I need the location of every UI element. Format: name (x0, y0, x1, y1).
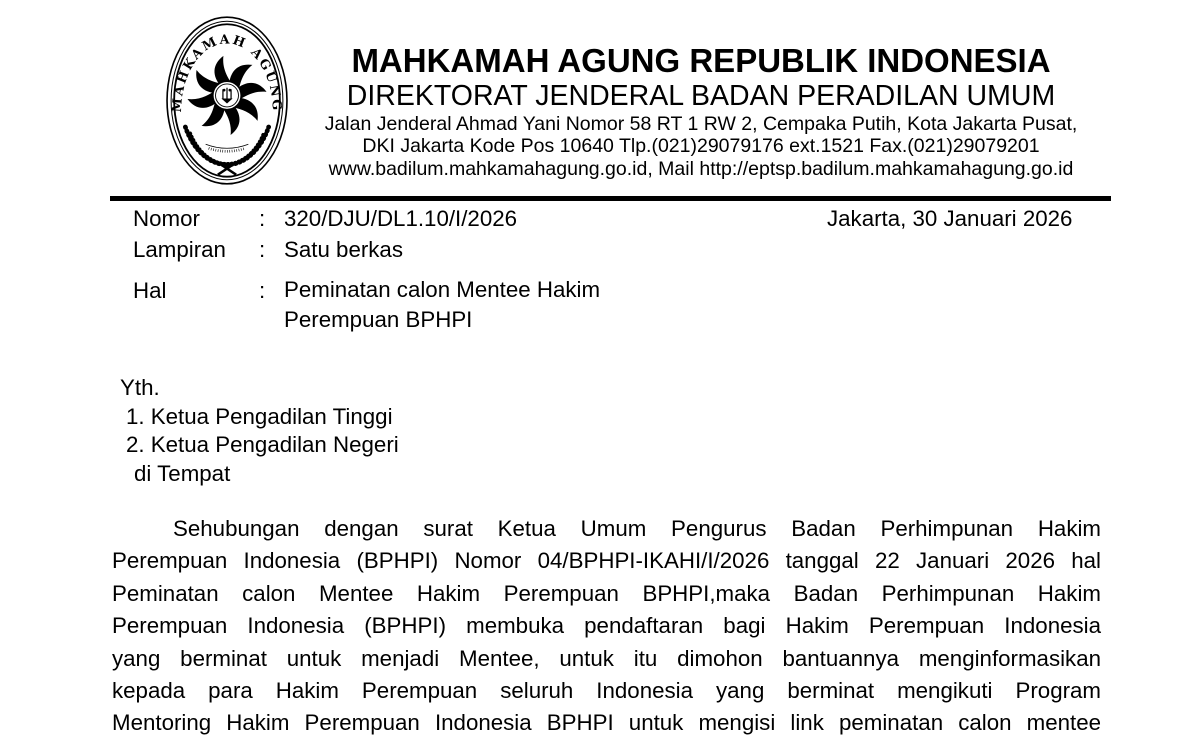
lampiran-label: Lampiran (133, 237, 226, 262)
nomor-colon: : (259, 206, 266, 231)
hal-value-line-1: Peminatan calon Mentee Hakim (284, 277, 601, 302)
address-line-1: Jalan Jenderal Ahmad Yani Nomor 58 RT 1 RW 2, Cempaka Putih, Kota Jakarta Pusat, (324, 113, 1078, 135)
recipient-line-1: 1. Ketua Pengadilan Tinggi (126, 403, 393, 429)
nomor-label: Nomor (133, 206, 200, 231)
recipient-salutation: Yth. (120, 375, 160, 400)
mahkamah-agung-seal (165, 15, 289, 187)
hal-value (284, 275, 600, 335)
directorate-name: DIREKTORAT JENDERAL BADAN PERADILAN UMUM (346, 80, 1056, 112)
seal-graphic (165, 15, 289, 187)
letter-meta (133, 203, 773, 335)
letterhead-text (295, 41, 1107, 180)
address-line-3: www.badilum.mahkamahagung.go.id, Mail http://eptsp.badilum.mahkamahagung.go.id (328, 157, 1074, 180)
body-line: Mentoring Hakim Perempuan Indonesia BPHPI untuk mengisi link peminatan calon mentee (112, 710, 1101, 736)
seal-curved-text: MAHKAMAH AGUNG (168, 31, 285, 113)
meta-row-hal (133, 275, 773, 335)
letter-date: Jakarta, 30 Januari 2026 (827, 206, 1073, 231)
recipient-block (120, 374, 399, 488)
lampiran-colon: : (259, 237, 266, 262)
letterhead-divider (110, 196, 1111, 201)
body-line: Peminatan calon Mentee Hakim Perempuan BPHPI,maka Badan Perhimpunan Hakim (112, 580, 1101, 606)
body-line: Perempuan Indonesia (BPHPI) membuka pendaftaran bagi Hakim Perempuan Indonesia (112, 613, 1101, 639)
body-line: kepada para Hakim Perempuan seluruh Indonesia yang berminat mengikuti Program (112, 678, 1101, 704)
hal-label: Hal (133, 278, 167, 303)
hal-colon: : (259, 278, 266, 303)
recipient-line-2: 2. Ketua Pengadilan Negeri (126, 432, 399, 458)
body-line: Perempuan Indonesia (BPHPI) Nomor 04/BPHPI-IKAHI/I/2026 tanggal 22 Januari 2026 hal (112, 548, 1101, 574)
recipient-closing: di Tempat (134, 460, 231, 486)
meta-row-lampiran (133, 234, 773, 265)
body-line: Sehubungan dengan surat Ketua Umum Pengurus Badan Perhimpunan Hakim (173, 516, 1101, 541)
address-line-2: DKI Jakarta Kode Pos 10640 Tlp.(021)29079176 ext.1521 Fax.(021)29079201 (362, 135, 1040, 158)
meta-row-nomor (133, 203, 773, 234)
lampiran-value: Satu berkas (284, 237, 403, 262)
seal-garland (185, 127, 268, 175)
seal-sun-emblem (187, 56, 266, 135)
body-paragraph (112, 513, 1101, 740)
body-line: yang berminat untuk menjadi Mentee, untuk itu dimohon bantuannya menginformasikan (112, 645, 1101, 671)
org-name: MAHKAMAH AGUNG REPUBLIK INDONESIA (351, 42, 1051, 79)
hal-value-line-2: Perempuan BPHPI (284, 307, 473, 332)
nomor-value: 320/DJU/DL1.10/I/2026 (284, 206, 518, 231)
